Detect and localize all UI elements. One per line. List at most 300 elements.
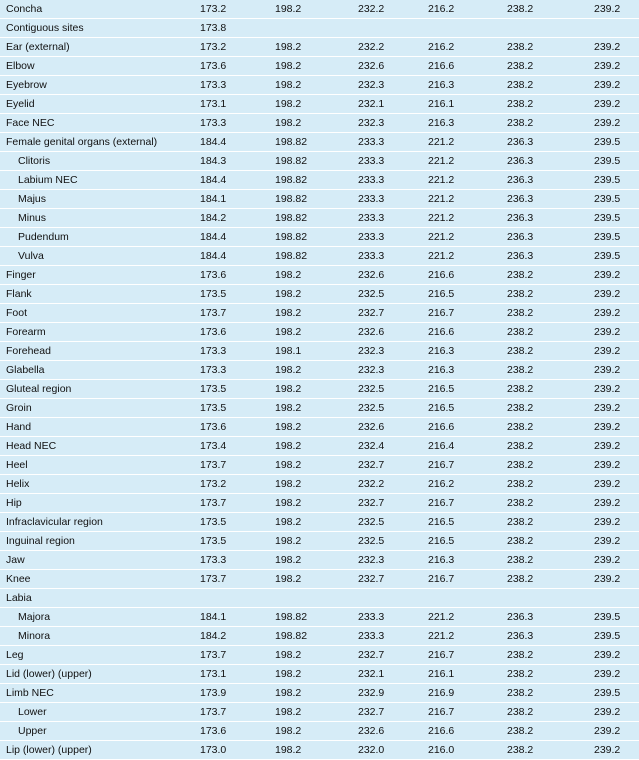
table-row bbox=[0, 304, 639, 323]
code-cell: 198.2 bbox=[273, 418, 356, 437]
code-cell: 173.6 bbox=[198, 323, 273, 342]
table-row bbox=[0, 114, 639, 133]
code-cell: 232.3 bbox=[356, 76, 426, 95]
code-cell: 239.2 bbox=[592, 703, 639, 722]
table-row bbox=[0, 228, 639, 247]
code-cell: 173.6 bbox=[198, 722, 273, 741]
code-cell: 238.2 bbox=[505, 570, 592, 589]
code-cell: 239.5 bbox=[592, 608, 639, 627]
code-cell: 221.2 bbox=[426, 228, 505, 247]
code-cell: 216.3 bbox=[426, 342, 505, 361]
code-cell: 233.3 bbox=[356, 152, 426, 171]
code-cell: 216.3 bbox=[426, 551, 505, 570]
code-cell: 238.2 bbox=[505, 76, 592, 95]
code-cell bbox=[273, 19, 356, 38]
code-cell: 233.3 bbox=[356, 171, 426, 190]
code-cell: 238.2 bbox=[505, 266, 592, 285]
code-cell: 232.6 bbox=[356, 323, 426, 342]
code-cell: 198.82 bbox=[273, 133, 356, 152]
code-cell: 198.82 bbox=[273, 209, 356, 228]
code-cell: 239.2 bbox=[592, 513, 639, 532]
code-cell: 238.2 bbox=[505, 361, 592, 380]
code-cell: 239.2 bbox=[592, 741, 639, 760]
code-cell: 236.3 bbox=[505, 152, 592, 171]
table-row bbox=[0, 361, 639, 380]
code-cell: 198.2 bbox=[273, 513, 356, 532]
code-cell: 233.3 bbox=[356, 133, 426, 152]
code-cell: 238.2 bbox=[505, 551, 592, 570]
code-cell bbox=[198, 589, 273, 608]
site-label: Labia bbox=[0, 589, 198, 608]
code-cell: 232.3 bbox=[356, 114, 426, 133]
code-cell: 173.7 bbox=[198, 304, 273, 323]
table-row bbox=[0, 133, 639, 152]
code-cell: 239.5 bbox=[592, 171, 639, 190]
code-cell: 216.5 bbox=[426, 399, 505, 418]
code-cell: 173.8 bbox=[198, 19, 273, 38]
code-cell: 232.2 bbox=[356, 0, 426, 19]
table-row bbox=[0, 171, 639, 190]
site-label: Glabella bbox=[0, 361, 198, 380]
code-cell: 239.2 bbox=[592, 114, 639, 133]
site-label: Flank bbox=[0, 285, 198, 304]
code-cell bbox=[505, 19, 592, 38]
code-cell: 239.2 bbox=[592, 722, 639, 741]
site-label: Concha bbox=[0, 0, 198, 19]
table-row bbox=[0, 627, 639, 646]
code-cell: 198.2 bbox=[273, 38, 356, 57]
code-cell: 198.1 bbox=[273, 342, 356, 361]
code-cell: 232.6 bbox=[356, 722, 426, 741]
code-cell: 173.1 bbox=[198, 95, 273, 114]
code-cell: 238.2 bbox=[505, 0, 592, 19]
site-label: Foot bbox=[0, 304, 198, 323]
table-row bbox=[0, 456, 639, 475]
table-row bbox=[0, 513, 639, 532]
table-row bbox=[0, 57, 639, 76]
code-cell: 238.2 bbox=[505, 38, 592, 57]
table-row bbox=[0, 247, 639, 266]
code-cell: 239.5 bbox=[592, 190, 639, 209]
code-cell: 239.2 bbox=[592, 532, 639, 551]
site-label: Heel bbox=[0, 456, 198, 475]
code-cell: 239.2 bbox=[592, 399, 639, 418]
code-cell: 238.2 bbox=[505, 722, 592, 741]
code-cell: 238.2 bbox=[505, 342, 592, 361]
table-row bbox=[0, 608, 639, 627]
site-label: Vulva bbox=[0, 247, 198, 266]
site-label: Knee bbox=[0, 570, 198, 589]
code-cell: 232.5 bbox=[356, 513, 426, 532]
code-cell: 173.2 bbox=[198, 475, 273, 494]
table-row bbox=[0, 646, 639, 665]
code-cell: 239.2 bbox=[592, 57, 639, 76]
code-cell: 232.5 bbox=[356, 399, 426, 418]
site-label: Gluteal region bbox=[0, 380, 198, 399]
table-row bbox=[0, 494, 639, 513]
site-label: Ear (external) bbox=[0, 38, 198, 57]
code-cell: 173.2 bbox=[198, 38, 273, 57]
code-cell bbox=[356, 19, 426, 38]
code-cell: 233.3 bbox=[356, 247, 426, 266]
code-cell: 184.4 bbox=[198, 133, 273, 152]
code-cell: 238.2 bbox=[505, 741, 592, 760]
code-cell: 184.4 bbox=[198, 228, 273, 247]
code-cell: 236.3 bbox=[505, 228, 592, 247]
code-cell: 216.6 bbox=[426, 266, 505, 285]
code-cell bbox=[426, 19, 505, 38]
code-cell: 216.7 bbox=[426, 646, 505, 665]
code-cell: 238.2 bbox=[505, 323, 592, 342]
code-cell: 198.2 bbox=[273, 570, 356, 589]
code-cell: 232.2 bbox=[356, 475, 426, 494]
code-cell: 238.2 bbox=[505, 456, 592, 475]
code-cell: 198.2 bbox=[273, 722, 356, 741]
code-cell: 221.2 bbox=[426, 209, 505, 228]
site-label: Upper bbox=[0, 722, 198, 741]
code-cell: 216.2 bbox=[426, 0, 505, 19]
code-cell: 216.2 bbox=[426, 475, 505, 494]
code-cell: 173.3 bbox=[198, 361, 273, 380]
code-cell: 238.2 bbox=[505, 380, 592, 399]
code-cell: 239.2 bbox=[592, 570, 639, 589]
site-label: Helix bbox=[0, 475, 198, 494]
code-cell: 216.6 bbox=[426, 57, 505, 76]
code-cell: 173.3 bbox=[198, 342, 273, 361]
code-cell: 232.3 bbox=[356, 551, 426, 570]
site-label: Lid (lower) (upper) bbox=[0, 665, 198, 684]
code-cell: 238.2 bbox=[505, 285, 592, 304]
code-cell: 236.3 bbox=[505, 133, 592, 152]
code-cell: 216.3 bbox=[426, 114, 505, 133]
site-label: Eyebrow bbox=[0, 76, 198, 95]
code-cell: 216.7 bbox=[426, 456, 505, 475]
code-cell: 216.6 bbox=[426, 722, 505, 741]
table-row bbox=[0, 570, 639, 589]
code-cell bbox=[356, 589, 426, 608]
code-cell: 173.6 bbox=[198, 266, 273, 285]
code-cell: 184.4 bbox=[198, 171, 273, 190]
code-cell: 236.3 bbox=[505, 171, 592, 190]
code-cell: 232.6 bbox=[356, 57, 426, 76]
site-label: Contiguous sites bbox=[0, 19, 198, 38]
code-cell: 239.5 bbox=[592, 684, 639, 703]
code-cell: 198.2 bbox=[273, 361, 356, 380]
code-cell: 232.1 bbox=[356, 665, 426, 684]
code-cell: 198.2 bbox=[273, 285, 356, 304]
code-cell: 198.2 bbox=[273, 57, 356, 76]
site-label: Eyelid bbox=[0, 95, 198, 114]
code-cell: 232.0 bbox=[356, 741, 426, 760]
table-row bbox=[0, 399, 639, 418]
code-cell bbox=[273, 589, 356, 608]
site-label: Lip (lower) (upper) bbox=[0, 741, 198, 760]
table-row bbox=[0, 380, 639, 399]
site-label: Pudendum bbox=[0, 228, 198, 247]
code-cell: 216.3 bbox=[426, 361, 505, 380]
code-cell: 221.2 bbox=[426, 247, 505, 266]
code-cell: 216.7 bbox=[426, 703, 505, 722]
code-cell: 239.2 bbox=[592, 266, 639, 285]
code-cell: 232.7 bbox=[356, 494, 426, 513]
table-row bbox=[0, 190, 639, 209]
code-cell: 198.2 bbox=[273, 684, 356, 703]
code-cell: 216.4 bbox=[426, 437, 505, 456]
code-cell: 216.2 bbox=[426, 38, 505, 57]
site-label: Face NEC bbox=[0, 114, 198, 133]
code-cell: 232.3 bbox=[356, 342, 426, 361]
code-cell: 173.6 bbox=[198, 57, 273, 76]
table-row bbox=[0, 741, 639, 760]
code-cell: 198.2 bbox=[273, 665, 356, 684]
table-row bbox=[0, 418, 639, 437]
table-row bbox=[0, 532, 639, 551]
code-cell: 173.5 bbox=[198, 399, 273, 418]
code-cell: 239.5 bbox=[592, 247, 639, 266]
code-cell: 173.2 bbox=[198, 0, 273, 19]
site-label: Groin bbox=[0, 399, 198, 418]
table-row bbox=[0, 152, 639, 171]
code-cell: 232.6 bbox=[356, 418, 426, 437]
code-cell: 221.2 bbox=[426, 627, 505, 646]
table-row bbox=[0, 437, 639, 456]
code-cell bbox=[426, 589, 505, 608]
code-cell: 216.7 bbox=[426, 494, 505, 513]
code-cell: 236.3 bbox=[505, 209, 592, 228]
code-cell: 233.3 bbox=[356, 190, 426, 209]
code-cell: 173.0 bbox=[198, 741, 273, 760]
table-row bbox=[0, 38, 639, 57]
code-cell: 198.2 bbox=[273, 323, 356, 342]
code-cell: 232.9 bbox=[356, 684, 426, 703]
code-cell: 221.2 bbox=[426, 190, 505, 209]
code-cell: 173.3 bbox=[198, 76, 273, 95]
code-cell: 239.2 bbox=[592, 437, 639, 456]
table-row bbox=[0, 342, 639, 361]
code-cell: 232.7 bbox=[356, 304, 426, 323]
code-cell: 173.9 bbox=[198, 684, 273, 703]
site-label: Leg bbox=[0, 646, 198, 665]
table-row bbox=[0, 209, 639, 228]
code-cell: 233.3 bbox=[356, 209, 426, 228]
code-cell: 216.5 bbox=[426, 380, 505, 399]
code-cell: 198.82 bbox=[273, 608, 356, 627]
table-row bbox=[0, 684, 639, 703]
site-label: Lower bbox=[0, 703, 198, 722]
code-cell: 198.2 bbox=[273, 741, 356, 760]
code-cell: 198.2 bbox=[273, 114, 356, 133]
table-row bbox=[0, 475, 639, 494]
site-label: Hip bbox=[0, 494, 198, 513]
code-cell: 238.2 bbox=[505, 646, 592, 665]
code-cell: 198.2 bbox=[273, 475, 356, 494]
code-cell: 232.3 bbox=[356, 361, 426, 380]
code-cell: 239.2 bbox=[592, 304, 639, 323]
code-cell: 239.2 bbox=[592, 0, 639, 19]
code-cell: 239.2 bbox=[592, 76, 639, 95]
site-label: Limb NEC bbox=[0, 684, 198, 703]
code-cell: 238.2 bbox=[505, 684, 592, 703]
code-cell: 198.2 bbox=[273, 532, 356, 551]
code-cell: 198.2 bbox=[273, 0, 356, 19]
table-row bbox=[0, 95, 639, 114]
code-cell: 198.2 bbox=[273, 437, 356, 456]
code-cell: 238.2 bbox=[505, 114, 592, 133]
code-cell: 173.7 bbox=[198, 456, 273, 475]
code-cell: 232.7 bbox=[356, 703, 426, 722]
code-cell: 173.7 bbox=[198, 646, 273, 665]
code-cell: 198.82 bbox=[273, 190, 356, 209]
code-cell: 184.2 bbox=[198, 209, 273, 228]
code-cell: 232.7 bbox=[356, 456, 426, 475]
code-cell: 239.2 bbox=[592, 38, 639, 57]
code-cell: 236.3 bbox=[505, 247, 592, 266]
code-cell: 198.2 bbox=[273, 304, 356, 323]
code-cell: 236.3 bbox=[505, 190, 592, 209]
code-cell: 184.4 bbox=[198, 247, 273, 266]
code-cell: 239.5 bbox=[592, 133, 639, 152]
code-cell: 239.5 bbox=[592, 209, 639, 228]
code-cell: 232.6 bbox=[356, 266, 426, 285]
site-label: Majora bbox=[0, 608, 198, 627]
code-cell: 238.2 bbox=[505, 95, 592, 114]
code-cell: 239.2 bbox=[592, 285, 639, 304]
code-cell: 221.2 bbox=[426, 171, 505, 190]
code-cell: 216.1 bbox=[426, 95, 505, 114]
code-cell: 198.2 bbox=[273, 399, 356, 418]
code-cell: 198.2 bbox=[273, 494, 356, 513]
code-cell: 238.2 bbox=[505, 665, 592, 684]
code-cell: 238.2 bbox=[505, 494, 592, 513]
code-cell: 232.4 bbox=[356, 437, 426, 456]
code-cell: 198.2 bbox=[273, 646, 356, 665]
code-cell: 216.0 bbox=[426, 741, 505, 760]
table-row bbox=[0, 589, 639, 608]
code-cell: 236.3 bbox=[505, 608, 592, 627]
code-cell: 232.2 bbox=[356, 38, 426, 57]
code-cell: 232.5 bbox=[356, 285, 426, 304]
code-cell: 232.5 bbox=[356, 380, 426, 399]
site-label: Hand bbox=[0, 418, 198, 437]
code-cell: 238.2 bbox=[505, 437, 592, 456]
code-cell: 239.2 bbox=[592, 418, 639, 437]
code-cell: 173.7 bbox=[198, 703, 273, 722]
code-cell: 239.2 bbox=[592, 475, 639, 494]
code-cell: 232.7 bbox=[356, 646, 426, 665]
code-cell: 216.1 bbox=[426, 665, 505, 684]
code-cell: 239.2 bbox=[592, 456, 639, 475]
table-row bbox=[0, 703, 639, 722]
site-label: Minus bbox=[0, 209, 198, 228]
code-cell: 198.2 bbox=[273, 266, 356, 285]
table-row bbox=[0, 551, 639, 570]
code-cell: 184.3 bbox=[198, 152, 273, 171]
code-cell: 198.2 bbox=[273, 456, 356, 475]
code-cell: 173.1 bbox=[198, 665, 273, 684]
code-cell: 173.5 bbox=[198, 513, 273, 532]
site-label: Finger bbox=[0, 266, 198, 285]
code-cell bbox=[592, 589, 639, 608]
code-cell: 184.1 bbox=[198, 190, 273, 209]
code-cell bbox=[592, 19, 639, 38]
code-cell: 173.5 bbox=[198, 532, 273, 551]
code-cell: 238.2 bbox=[505, 418, 592, 437]
code-cell: 238.2 bbox=[505, 475, 592, 494]
code-cell: 173.5 bbox=[198, 285, 273, 304]
code-cell: 216.9 bbox=[426, 684, 505, 703]
site-label: Minora bbox=[0, 627, 198, 646]
code-cell: 233.3 bbox=[356, 228, 426, 247]
code-cell: 198.82 bbox=[273, 247, 356, 266]
code-cell: 173.3 bbox=[198, 551, 273, 570]
code-cell: 198.2 bbox=[273, 551, 356, 570]
code-cell: 238.2 bbox=[505, 304, 592, 323]
table-row bbox=[0, 285, 639, 304]
code-cell: 198.82 bbox=[273, 228, 356, 247]
code-cell: 239.2 bbox=[592, 646, 639, 665]
code-cell: 184.1 bbox=[198, 608, 273, 627]
site-label: Female genital organs (external) bbox=[0, 133, 198, 152]
code-cell: 221.2 bbox=[426, 152, 505, 171]
site-label: Head NEC bbox=[0, 437, 198, 456]
code-cell: 239.2 bbox=[592, 494, 639, 513]
code-cell: 236.3 bbox=[505, 627, 592, 646]
table-row bbox=[0, 76, 639, 95]
code-cell: 173.3 bbox=[198, 114, 273, 133]
code-cell: 238.2 bbox=[505, 399, 592, 418]
code-cell: 216.6 bbox=[426, 418, 505, 437]
code-cell: 173.7 bbox=[198, 494, 273, 513]
code-cell: 238.2 bbox=[505, 513, 592, 532]
code-cell: 198.82 bbox=[273, 627, 356, 646]
code-cell: 239.2 bbox=[592, 95, 639, 114]
site-label: Forehead bbox=[0, 342, 198, 361]
table-row bbox=[0, 0, 639, 19]
code-cell: 238.2 bbox=[505, 532, 592, 551]
code-cell: 216.7 bbox=[426, 570, 505, 589]
code-cell: 239.5 bbox=[592, 627, 639, 646]
code-cell: 184.2 bbox=[198, 627, 273, 646]
code-cell: 232.5 bbox=[356, 532, 426, 551]
code-cell: 198.82 bbox=[273, 171, 356, 190]
code-cell: 238.2 bbox=[505, 703, 592, 722]
table-row bbox=[0, 19, 639, 38]
site-label: Infraclavicular region bbox=[0, 513, 198, 532]
code-cell: 198.2 bbox=[273, 703, 356, 722]
site-label: Labium NEC bbox=[0, 171, 198, 190]
code-cell: 173.7 bbox=[198, 570, 273, 589]
code-cell: 216.5 bbox=[426, 285, 505, 304]
code-cell: 173.4 bbox=[198, 437, 273, 456]
code-cell: 239.5 bbox=[592, 228, 639, 247]
code-cell: 221.2 bbox=[426, 608, 505, 627]
table-row bbox=[0, 266, 639, 285]
code-cell: 232.7 bbox=[356, 570, 426, 589]
code-cell: 239.5 bbox=[592, 152, 639, 171]
code-cell: 216.3 bbox=[426, 76, 505, 95]
code-cell: 198.2 bbox=[273, 380, 356, 399]
code-cell: 198.82 bbox=[273, 152, 356, 171]
code-cell: 198.2 bbox=[273, 95, 356, 114]
code-cell: 233.3 bbox=[356, 627, 426, 646]
code-cell: 238.2 bbox=[505, 57, 592, 76]
code-cell: 173.6 bbox=[198, 418, 273, 437]
site-label: Majus bbox=[0, 190, 198, 209]
code-cell: 216.6 bbox=[426, 323, 505, 342]
code-cell: 232.1 bbox=[356, 95, 426, 114]
site-label: Elbow bbox=[0, 57, 198, 76]
code-cell: 239.2 bbox=[592, 342, 639, 361]
